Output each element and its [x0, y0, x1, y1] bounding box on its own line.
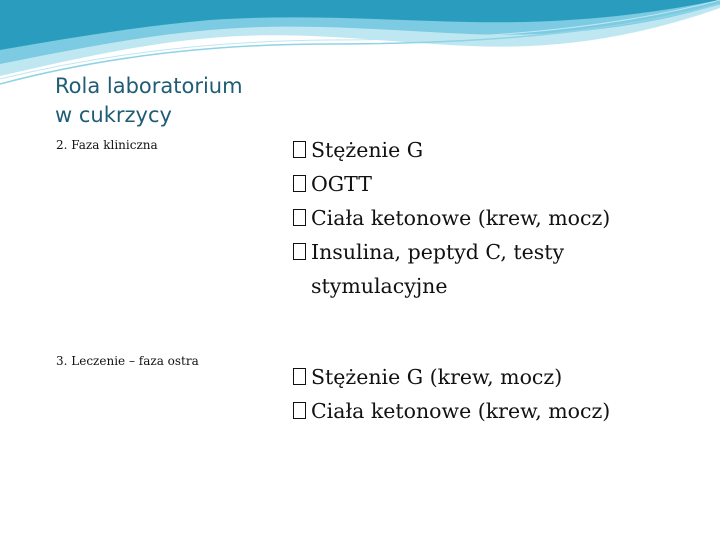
slide-title: [55, 72, 265, 130]
title-line-2: w cukrzycy: [55, 103, 172, 127]
missing-glyph-icon: [293, 368, 306, 385]
phase-treatment-label: 3. Leczenie – faza ostra: [56, 354, 199, 368]
title-line-1: Rola laboratorium: [55, 74, 243, 98]
missing-glyph-icon: [293, 175, 306, 192]
list-item: OGTT: [293, 167, 610, 201]
missing-glyph-icon: [293, 209, 306, 226]
list-item: Insulina, peptyd C, testy stymulacyjne: [293, 235, 610, 303]
list-item: Stężenie G: [293, 133, 610, 167]
list-item: Stężenie G (krew, mocz): [293, 360, 610, 394]
missing-glyph-icon: [293, 141, 306, 158]
treatment-tests-list: [293, 360, 610, 428]
phase-clinical-label: 2. Faza kliniczna: [56, 138, 158, 152]
missing-glyph-icon: [293, 243, 306, 260]
list-item: Ciała ketonowe (krew, mocz): [293, 201, 610, 235]
clinical-tests-list: [293, 133, 610, 303]
missing-glyph-icon: [293, 402, 306, 419]
list-item: Ciała ketonowe (krew, mocz): [293, 394, 610, 428]
